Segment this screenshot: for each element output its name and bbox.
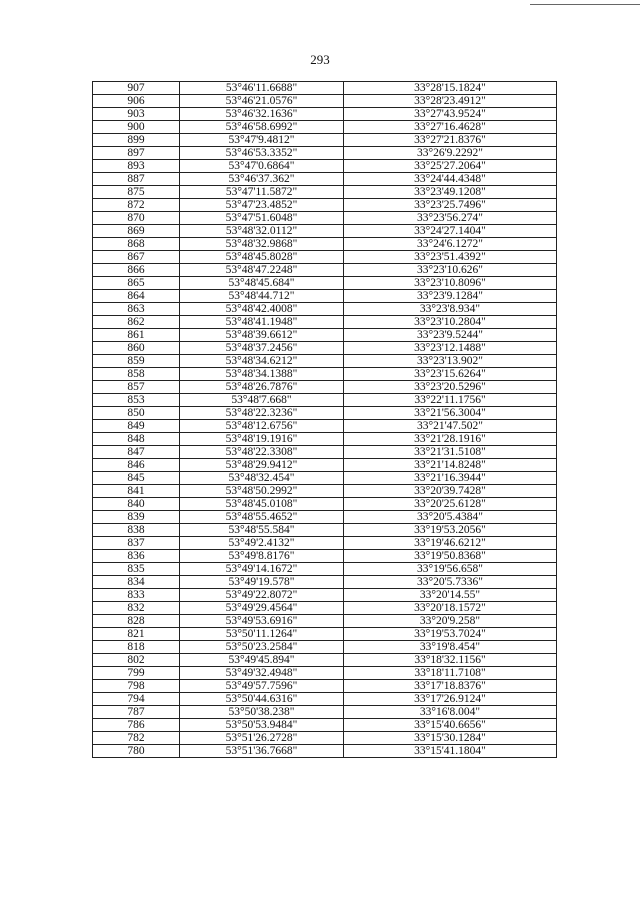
point-number-cell: 872 (93, 199, 180, 212)
table-row (93, 719, 557, 732)
table-row (93, 511, 557, 524)
longitude-cell: 33°21'31.5108" (344, 446, 557, 459)
point-number-cell: 861 (93, 329, 180, 342)
latitude-cell: 53°48'39.6612" (180, 329, 344, 342)
latitude-cell: 53°46'21.0576" (180, 95, 344, 108)
point-number-cell: 802 (93, 654, 180, 667)
longitude-cell: 33°16'8.004" (344, 706, 557, 719)
latitude-cell: 53°47'23.4852" (180, 199, 344, 212)
latitude-cell: 53°48'26.7876" (180, 381, 344, 394)
point-number-cell: 853 (93, 394, 180, 407)
longitude-cell: 33°28'23.4912" (344, 95, 557, 108)
table-row (93, 589, 557, 602)
longitude-cell: 33°23'10.2804" (344, 316, 557, 329)
longitude-cell: 33°17'18.8376" (344, 680, 557, 693)
point-number-cell: 875 (93, 186, 180, 199)
table-row (93, 628, 557, 641)
longitude-cell: 33°19'53.7024" (344, 628, 557, 641)
point-number-cell: 859 (93, 355, 180, 368)
table-row (93, 407, 557, 420)
table-row (93, 199, 557, 212)
latitude-cell: 53°48'47.2248" (180, 264, 344, 277)
latitude-cell: 53°49'22.8072" (180, 589, 344, 602)
point-number-cell: 798 (93, 680, 180, 693)
latitude-cell: 53°51'26.2728" (180, 732, 344, 745)
latitude-cell: 53°50'53.9484" (180, 719, 344, 732)
table-row (93, 342, 557, 355)
latitude-cell: 53°48'22.3236" (180, 407, 344, 420)
point-number-cell: 828 (93, 615, 180, 628)
table-row (93, 706, 557, 719)
latitude-cell: 53°48'32.0112" (180, 225, 344, 238)
longitude-cell: 33°22'11.1756" (344, 394, 557, 407)
table-row (93, 485, 557, 498)
table-row (93, 537, 557, 550)
table-row (93, 160, 557, 173)
table-row (93, 303, 557, 316)
longitude-cell: 33°24'44.4348" (344, 173, 557, 186)
table-row (93, 134, 557, 147)
point-number-cell: 907 (93, 82, 180, 95)
point-number-cell: 834 (93, 576, 180, 589)
latitude-cell: 53°48'42.4008" (180, 303, 344, 316)
table-row (93, 459, 557, 472)
longitude-cell: 33°19'8.454" (344, 641, 557, 654)
longitude-cell: 33°17'26.9124" (344, 693, 557, 706)
table-row (93, 264, 557, 277)
longitude-cell: 33°20'9.258" (344, 615, 557, 628)
table-row (93, 524, 557, 537)
table-row (93, 82, 557, 95)
point-number-cell: 887 (93, 173, 180, 186)
point-number-cell: 900 (93, 121, 180, 134)
longitude-cell: 33°19'56.658" (344, 563, 557, 576)
latitude-cell: 53°50'44.6316" (180, 693, 344, 706)
point-number-cell: 780 (93, 745, 180, 758)
longitude-cell: 33°18'11.7108" (344, 667, 557, 680)
latitude-cell: 53°51'36.7668" (180, 745, 344, 758)
latitude-cell: 53°49'14.1672" (180, 563, 344, 576)
table-row (93, 615, 557, 628)
point-number-cell: 799 (93, 667, 180, 680)
point-number-cell: 897 (93, 147, 180, 160)
latitude-cell: 53°48'44.712" (180, 290, 344, 303)
latitude-cell: 53°47'51.6048" (180, 212, 344, 225)
point-number-cell: 860 (93, 342, 180, 355)
point-number-cell: 821 (93, 628, 180, 641)
point-number-cell: 794 (93, 693, 180, 706)
table-row (93, 173, 557, 186)
latitude-cell: 53°49'8.8176" (180, 550, 344, 563)
latitude-cell: 53°49'2.4132" (180, 537, 344, 550)
longitude-cell: 33°19'46.6212" (344, 537, 557, 550)
latitude-cell: 53°48'7.668" (180, 394, 344, 407)
longitude-cell: 33°23'10.626" (344, 264, 557, 277)
coordinates-table-body (93, 82, 557, 758)
longitude-cell: 33°20'5.7336" (344, 576, 557, 589)
latitude-cell: 53°50'23.2584" (180, 641, 344, 654)
latitude-cell: 53°48'12.6756" (180, 420, 344, 433)
point-number-cell: 862 (93, 316, 180, 329)
point-number-cell: 870 (93, 212, 180, 225)
longitude-cell: 33°21'16.3944" (344, 472, 557, 485)
longitude-cell: 33°23'9.5244" (344, 329, 557, 342)
table-row (93, 732, 557, 745)
latitude-cell: 53°49'32.4948" (180, 667, 344, 680)
latitude-cell: 53°48'45.0108" (180, 498, 344, 511)
longitude-cell: 33°23'9.1284" (344, 290, 557, 303)
point-number-cell: 864 (93, 290, 180, 303)
longitude-cell: 33°21'56.3004" (344, 407, 557, 420)
latitude-cell: 53°48'34.1388" (180, 368, 344, 381)
table-row (93, 121, 557, 134)
point-number-cell: 848 (93, 433, 180, 446)
point-number-cell: 836 (93, 550, 180, 563)
table-row (93, 446, 557, 459)
table-row (93, 745, 557, 758)
point-number-cell: 835 (93, 563, 180, 576)
page-number: 293 (310, 52, 330, 67)
point-number-cell: 837 (93, 537, 180, 550)
longitude-cell: 33°23'8.934" (344, 303, 557, 316)
coordinates-table (92, 81, 557, 758)
point-number-cell: 868 (93, 238, 180, 251)
table-row (93, 251, 557, 264)
latitude-cell: 53°47'11.5872" (180, 186, 344, 199)
latitude-cell: 53°49'57.7596" (180, 680, 344, 693)
longitude-cell: 33°20'39.7428" (344, 485, 557, 498)
point-number-cell: 841 (93, 485, 180, 498)
longitude-cell: 33°27'21.8376" (344, 134, 557, 147)
longitude-cell: 33°23'25.7496" (344, 199, 557, 212)
latitude-cell: 53°48'55.4652" (180, 511, 344, 524)
latitude-cell: 53°47'9.4812" (180, 134, 344, 147)
longitude-cell: 33°20'5.4384" (344, 511, 557, 524)
table-row (93, 602, 557, 615)
point-number-cell: 846 (93, 459, 180, 472)
latitude-cell: 53°49'19.578" (180, 576, 344, 589)
table-row (93, 654, 557, 667)
longitude-cell: 33°15'30.1284" (344, 732, 557, 745)
point-number-cell: 903 (93, 108, 180, 121)
point-number-cell: 832 (93, 602, 180, 615)
latitude-cell: 53°50'11.1264" (180, 628, 344, 641)
longitude-cell: 33°15'41.1804" (344, 745, 557, 758)
point-number-cell: 866 (93, 264, 180, 277)
point-number-cell: 906 (93, 95, 180, 108)
table-row (93, 550, 557, 563)
latitude-cell: 53°48'45.8028" (180, 251, 344, 264)
point-number-cell: 899 (93, 134, 180, 147)
point-number-cell: 833 (93, 589, 180, 602)
longitude-cell: 33°23'13.902" (344, 355, 557, 368)
longitude-cell: 33°23'56.274" (344, 212, 557, 225)
table-row (93, 576, 557, 589)
point-number-cell: 857 (93, 381, 180, 394)
longitude-cell: 33°24'6.1272" (344, 238, 557, 251)
latitude-cell: 53°46'32.1636" (180, 108, 344, 121)
longitude-cell: 33°15'40.6656" (344, 719, 557, 732)
longitude-cell: 33°25'27.2064" (344, 160, 557, 173)
table-row (93, 290, 557, 303)
table-row (93, 212, 557, 225)
latitude-cell: 53°48'45.684" (180, 277, 344, 290)
table-row (93, 433, 557, 446)
point-number-cell: 850 (93, 407, 180, 420)
top-edge-rule (530, 4, 640, 5)
table-row (93, 420, 557, 433)
table-row (93, 667, 557, 680)
table-row (93, 329, 557, 342)
point-number-cell: 845 (93, 472, 180, 485)
table-row (93, 693, 557, 706)
longitude-cell: 33°19'53.2056" (344, 524, 557, 537)
longitude-cell: 33°21'47.502" (344, 420, 557, 433)
latitude-cell: 53°47'0.6864" (180, 160, 344, 173)
longitude-cell: 33°23'15.6264" (344, 368, 557, 381)
point-number-cell: 818 (93, 641, 180, 654)
latitude-cell: 53°49'53.6916" (180, 615, 344, 628)
point-number-cell: 839 (93, 511, 180, 524)
point-number-cell: 869 (93, 225, 180, 238)
longitude-cell: 33°20'18.1572" (344, 602, 557, 615)
latitude-cell: 53°48'41.1948" (180, 316, 344, 329)
table-row (93, 381, 557, 394)
latitude-cell: 53°50'38.238" (180, 706, 344, 719)
longitude-cell: 33°20'25.6128" (344, 498, 557, 511)
table-row (93, 394, 557, 407)
longitude-cell: 33°27'43.9524" (344, 108, 557, 121)
latitude-cell: 53°48'50.2992" (180, 485, 344, 498)
longitude-cell: 33°21'14.8248" (344, 459, 557, 472)
point-number-cell: 787 (93, 706, 180, 719)
table-row (93, 355, 557, 368)
point-number-cell: 863 (93, 303, 180, 316)
point-number-cell: 782 (93, 732, 180, 745)
table-row (93, 680, 557, 693)
latitude-cell: 53°48'37.2456" (180, 342, 344, 355)
latitude-cell: 53°48'29.9412" (180, 459, 344, 472)
longitude-cell: 33°19'50.8368" (344, 550, 557, 563)
point-number-cell: 786 (93, 719, 180, 732)
table-row (93, 186, 557, 199)
table-row (93, 563, 557, 576)
longitude-cell: 33°23'51.4392" (344, 251, 557, 264)
latitude-cell: 53°46'11.6688" (180, 82, 344, 95)
longitude-cell: 33°23'12.1488" (344, 342, 557, 355)
latitude-cell: 53°48'32.454" (180, 472, 344, 485)
longitude-cell: 33°23'20.5296" (344, 381, 557, 394)
table-row (93, 277, 557, 290)
point-number-cell: 867 (93, 251, 180, 264)
latitude-cell: 53°46'53.3352" (180, 147, 344, 160)
point-number-cell: 893 (93, 160, 180, 173)
table-row (93, 95, 557, 108)
latitude-cell: 53°48'22.3308" (180, 446, 344, 459)
table-row (93, 368, 557, 381)
latitude-cell: 53°48'34.6212" (180, 355, 344, 368)
latitude-cell: 53°48'19.1916" (180, 433, 344, 446)
longitude-cell: 33°20'14.55" (344, 589, 557, 602)
latitude-cell: 53°49'45.894" (180, 654, 344, 667)
point-number-cell: 838 (93, 524, 180, 537)
point-number-cell: 865 (93, 277, 180, 290)
longitude-cell: 33°24'27.1404" (344, 225, 557, 238)
latitude-cell: 53°48'55.584" (180, 524, 344, 537)
latitude-cell: 53°46'58.6992" (180, 121, 344, 134)
latitude-cell: 53°48'32.9868" (180, 238, 344, 251)
point-number-cell: 840 (93, 498, 180, 511)
table-row (93, 316, 557, 329)
point-number-cell: 849 (93, 420, 180, 433)
latitude-cell: 53°46'37.362" (180, 173, 344, 186)
longitude-cell: 33°18'32.1156" (344, 654, 557, 667)
latitude-cell: 53°49'29.4564" (180, 602, 344, 615)
point-number-cell: 858 (93, 368, 180, 381)
table-row (93, 238, 557, 251)
longitude-cell: 33°28'15.1824" (344, 82, 557, 95)
longitude-cell: 33°23'49.1208" (344, 186, 557, 199)
longitude-cell: 33°23'10.8096" (344, 277, 557, 290)
longitude-cell: 33°21'28.1916" (344, 433, 557, 446)
point-number-cell: 847 (93, 446, 180, 459)
table-row (93, 225, 557, 238)
table-row (93, 147, 557, 160)
longitude-cell: 33°27'16.4628" (344, 121, 557, 134)
table-row (93, 641, 557, 654)
table-row (93, 108, 557, 121)
table-row (93, 498, 557, 511)
longitude-cell: 33°26'9.2292" (344, 147, 557, 160)
table-row (93, 472, 557, 485)
